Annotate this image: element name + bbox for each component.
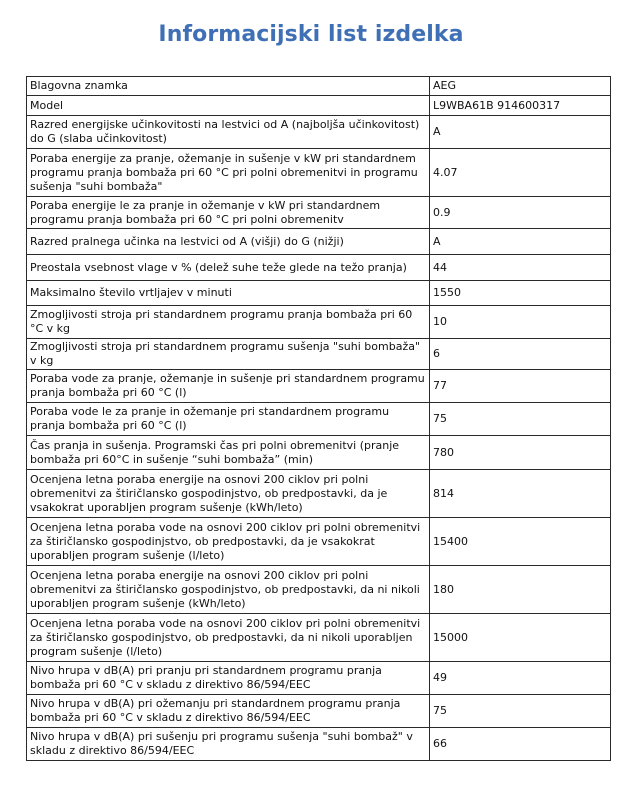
row-value: L9WBA61B 914600317 — [430, 96, 611, 116]
row-label: Maksimalno število vrtljajev v minuti — [27, 281, 430, 306]
row-value: AEG — [430, 77, 611, 96]
row-value: A — [430, 229, 611, 255]
table-row — [27, 695, 611, 728]
row-label: Poraba vode za pranje, ožemanje in sušenje pri standardnem programu pranja bombaža pri 60 °C (l) — [27, 370, 430, 403]
row-label: Poraba energije za pranje, ožemanje in sušenje v kW pri standardnem programu pranja bombaža pri 60 °C pri polni obremenitvi in programu sušenja "suhi bombaža" — [27, 149, 430, 197]
row-label: Ocenjena letna poraba energije na osnovi 200 ciklov pri polni obremenitvi za štiričlansko gospodinjstvo, ob predpostavki, da ni nikoli uporabljen program sušenje (kWh/leto) — [27, 566, 430, 614]
table-row — [27, 662, 611, 695]
row-label: Poraba vode le za pranje in ožemanje pri standardnem programu pranja bombaža pri 60 °C (l) — [27, 403, 430, 436]
row-label: Blagovna znamka — [27, 77, 430, 96]
table-row — [27, 470, 611, 518]
row-value: 77 — [430, 370, 611, 403]
row-value: A — [430, 116, 611, 149]
row-value: 0.9 — [430, 197, 611, 229]
row-label: Razred energijske učinkovitosti na lestvici od A (najboljša učinkovitost) do G (slaba učinkovitost) — [27, 116, 430, 149]
table-row — [27, 566, 611, 614]
row-label: Zmogljivosti stroja pri standardnem programu pranja bombaža pri 60 °C v kg — [27, 306, 430, 339]
row-label: Nivo hrupa v dB(A) pri pranju pri standardnem programu pranja bombaža pri 60 °C v skladu z direktivo 86/594/EEC — [27, 662, 430, 695]
product-info-table — [26, 76, 611, 761]
table-row — [27, 197, 611, 229]
row-label: Preostala vsebnost vlage v % (delež suhe teže glede na težo pranja) — [27, 255, 430, 281]
row-value: 814 — [430, 470, 611, 518]
row-value: 66 — [430, 728, 611, 761]
row-value: 15400 — [430, 518, 611, 566]
row-value: 15000 — [430, 614, 611, 662]
row-label: Razred pralnega učinka na lestvici od A (višji) do G (nižji) — [27, 229, 430, 255]
row-label: Ocenjena letna poraba vode na osnovi 200 ciklov pri polni obremenitvi za štiričlansko gospodinjstvo, ob predpostavki, da ni nikoli uporabljen program sušenje (l/leto) — [27, 614, 430, 662]
page-title: Informacijski list izdelka — [158, 22, 464, 47]
table-row — [27, 306, 611, 339]
table-row — [27, 116, 611, 149]
table-row — [27, 728, 611, 761]
row-value: 180 — [430, 566, 611, 614]
row-value: 75 — [430, 695, 611, 728]
table-row — [27, 149, 611, 197]
row-value: 75 — [430, 403, 611, 436]
row-label: Poraba energije le za pranje in ožemanje v kW pri standardnem programu pranja bombaža pri 60 °C pri polni obremenitv — [27, 197, 430, 229]
row-value: 1550 — [430, 281, 611, 306]
table-row — [27, 96, 611, 116]
row-label: Nivo hrupa v dB(A) pri sušenju pri programu sušenja "suhi bombaž" v skladu z direktivo 86/594/EEC — [27, 728, 430, 761]
row-value: 44 — [430, 255, 611, 281]
table-row — [27, 77, 611, 96]
table-row — [27, 518, 611, 566]
product-info-table-body — [27, 77, 611, 761]
row-value: 6 — [430, 339, 611, 370]
row-value: 49 — [430, 662, 611, 695]
table-row — [27, 436, 611, 470]
row-value: 780 — [430, 436, 611, 470]
table-row — [27, 281, 611, 306]
table-row — [27, 339, 611, 370]
table-row — [27, 403, 611, 436]
row-value: 4.07 — [430, 149, 611, 197]
row-label: Model — [27, 96, 430, 116]
row-label: Ocenjena letna poraba vode na osnovi 200 ciklov pri polni obremenitvi za štiričlansko gospodinjstvo, ob predpostavki, da je vsakokrat uporabljen program sušenje (l/leto) — [27, 518, 430, 566]
row-label: Čas pranja in sušenja. Programski čas pri polni obremenitvi (pranje bombaža pri 60°C in sušenje “suhi bombaža” (min) — [27, 436, 430, 470]
table-row — [27, 370, 611, 403]
row-label: Nivo hrupa v dB(A) pri ožemanju pri standardnem programu pranja bombaža pri 60 °C v skladu z direktivo 86/594/EEC — [27, 695, 430, 728]
table-row — [27, 229, 611, 255]
table-row — [27, 614, 611, 662]
row-value: 10 — [430, 306, 611, 339]
row-label: Zmogljivosti stroja pri standardnem programu sušenja "suhi bombaža" v kg — [27, 339, 430, 370]
table-row — [27, 255, 611, 281]
row-label: Ocenjena letna poraba energije na osnovi 200 ciklov pri polni obremenitvi za štiričlansko gospodinjstvo, ob predpostavki, da je vsakokrat uporabljen program sušenje (kWh/leto) — [27, 470, 430, 518]
